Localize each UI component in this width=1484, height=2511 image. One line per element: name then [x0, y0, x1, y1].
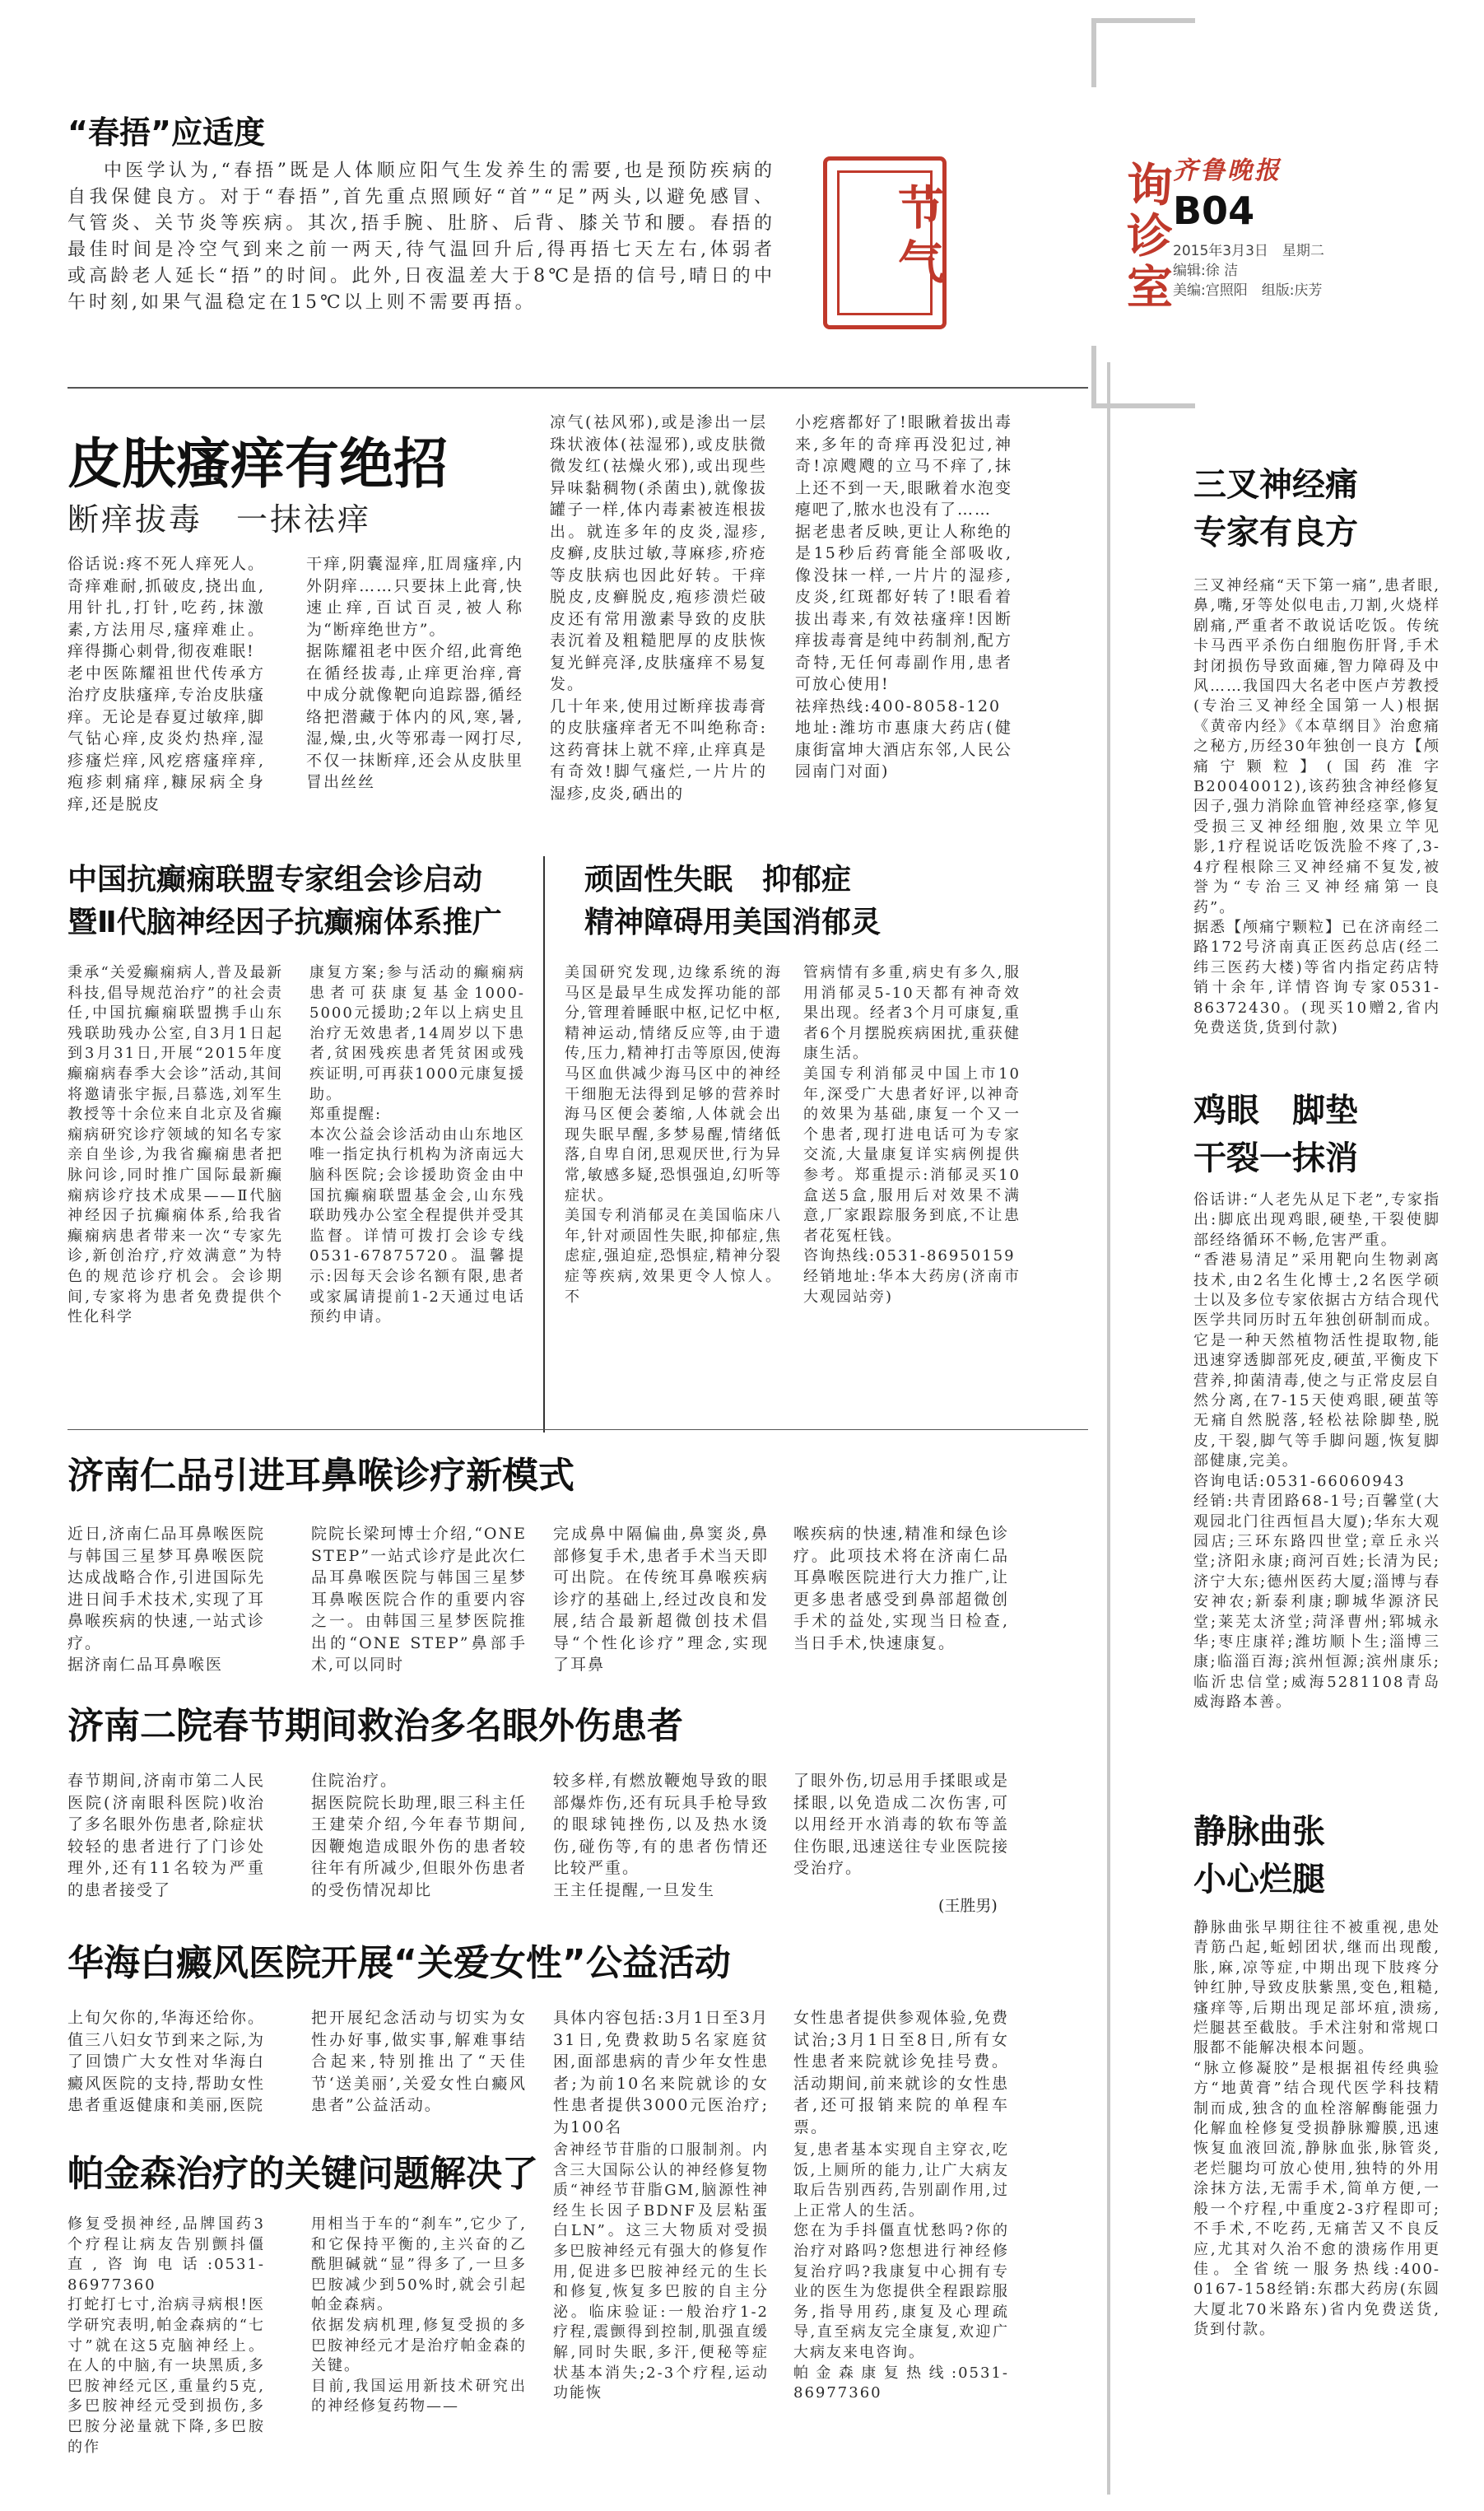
insomnia-col-1: 美国研究发现,边缘系统的海马区是最早生成发挥功能的部分,管理着睡眠中枢,记忆中枢,精神运动,情绪反应等,由于遗传,压力,精神打击等原因,使海马区血供减少海马区中的神经干细胞无法得到足够的营养时海马区便会萎缩,人体就会出现失眠早醒,多梦易醒,情绪低落,自卑自闭,思观厌世,行为异常,敏感多疑,恐惧强迫,幻听等症状。 美国专利消郁灵在美国临床八年,针对顽固性失眠,抑郁症,焦虑症,强迫症,恐惧症,精神分裂症等疾病,效果更令人惊人。不 — [565, 964, 782, 1306]
skin-col-4: 小疙瘩都好了!眼瞅着拔出毒来,多年的奇痒再没犯过,神奇!凉飕飕的立马不痒了,抹上还不到一天,眼瞅着水泡变瘪吧了,脓水也没有了…… 据老患者反映,更让人称绝的是15秒后药膏能全部吸收,像没抹一样,一片片的湿疹,皮炎,红斑都好转了!眼看着拔出毒来,有效祛瘙痒!因断痒拔毒膏是纯中药制剂,配方奇特,无任何毒副作用,患者可放心使用! 祛痒热线:400-8058-120 地址:潍坊市惠康大药店(健康街富坤大酒店东邻,人民公园南门对面) — [795, 413, 1012, 780]
insomnia-title-2: 精神障碍用美国消郁灵 — [584, 906, 882, 939]
masthead-divider — [1107, 362, 1110, 2495]
solar-term-badge — [823, 156, 947, 329]
skin-col-3: 凉气(祛风邪),或是渗出一层珠状液体(祛湿邪),或皮肤微微发红(祛燥火邪),或出现些异味黏稠物(杀菌虫),就像拔罐子一样,体内毒素被连根拔出。就连多年的皮炎,湿疹,皮癣,皮肤过敏,荨麻疹,疥疮等皮肤病也因此好转。干痒脱皮,皮癣脱皮,疱疹溃烂破皮还有常用激素导致的皮肤表沉着及粗糙肥厚的皮肤恢复光鲜亮泽,皮肤瘙痒不易复发。 几十年来,使用过断痒拔毒膏的皮肤瘙痒者无不叫绝称奇:这药膏抹上就不痒,止痒真是有奇效!脚气瘙烂,一片片的湿疹,皮炎,硒出的 — [550, 413, 767, 803]
parkinson-col-3: 舍神经节苷脂的口服制剂。内含三大国际公认的神经修复物质“神经节苷脂GM,脑源性神经生长因子BDNF及层粘蛋白LN”。这三大物质对受损多巴胺神经元有强大的修复作用,促进多巴胺神经元的生长和修复,恢复多巴胺的自主分泌。临床验证:一般治疗1-2疗程,震颤得到控制,肌强直缓解,同时失眠,多汗,便秘等症状基本消失;2-3个疗程,运动功能恢 — [553, 2141, 769, 2402]
skin-subtitle: 断痒拔毒 一抹祛痒 — [67, 501, 372, 538]
eye-title: 济南二院春节期间救治多名眼外伤患者 — [67, 1705, 683, 1747]
eye-col-1: 春节期间,济南市第二人民医院(济南眼科医院)收治了多名眼外伤患者,除症状较轻的患者进行了门诊处理外,还有11名较为严重的患者接受了 — [67, 1772, 265, 1899]
ent-rule — [67, 1429, 1088, 1430]
ent-col-4: 喉疾病的快速,精准和绿色诊疗。此项技术将在济南仁品耳鼻喉医院进行大力推广,让更多患者感受到鼻部超微创手术的益处,实现当日检查,当日手术,快速康复。 — [793, 1525, 1009, 1652]
heel-body: 俗话讲:“人老先从足下老”,专家指出:脚底出现鸡眼,硬垫,干裂使脚部经络循环不畅,危害严重。 “香港易清足”采用靶向生物剥离技术,由2名生化博士,2名医学硕士以及多位专家依据古方结合现代医学共同历时五年独创研制而成。它是一种天然植物活性提取物,能迅速穿透脚部死皮,硬茧,平衡皮下营养,抑菌清毒,使之与正常皮层自然分离,在7-15天使鸡眼,硬茧等无痛自然脱落,轻松祛除脚垫,脱皮,干裂,脚气等手脚问题,恢复脚部健康,完美。 咨询电话:0531-66060943 经销:共青团路68-1号;百馨堂(大观园北门往西恒昌大厦);华东大观园店;三环东路四世堂;章丘永兴堂;济阳永康;商河百姓;长清为民;济宁大东;德州医药大厦;淄博与春安神农;新泰利康;聊城华源济民堂;莱芜太济堂;菏泽曹州;郓城永华;枣庄康祥;潍坊顺卜生;淄博三康;临淄百海;滨州恒源;滨州康乐;临沂忠信堂;威海5281108青岛威海路本善。 — [1193, 1191, 1440, 1712]
ent-col-3: 完成鼻中隔偏曲,鼻窦炎,鼻部修复手术,患者手术当天即可出院。在传统耳鼻喉疾病诊疗的基础上,经过改良和发展,结合最新超微创技术倡导“个性化诊疗”理念,实现了耳鼻 — [553, 1525, 769, 1674]
spring-rule — [67, 387, 1088, 389]
epilepsy-title-2: 暨Ⅱ代脑神经因子抗癫痫体系推广 — [67, 906, 502, 939]
epilepsy-insomnia-divider — [543, 856, 545, 1433]
spring-paragraph: 中医学认为,“春捂”既是人体顺应阳气生发养生的需要,也是预防疾病的自我保健良方。对于“春捂”,首先重点照顾好“首”“足”两头,以避免感冒、气管炎、关节炎等疾病。其次,捂手腕、肚脐、后背、膝关节和腰。春捂的最佳时间是冷空气到来之前一两天,待气温回升后,得再捂七天左右,体弱者或高龄老人延长“捂”的时间。此外,日夜温差大于8℃是捂的信号,晴日的中午时刻,如果气温稳定在15℃以上则不需要再捂。 — [67, 161, 775, 313]
epilepsy-title-1: 中国抗癫痫联盟专家组会诊启动 — [67, 863, 483, 897]
skin-title: 皮肤瘙痒有绝招 — [67, 432, 448, 496]
insomnia-col-2: 管病情有多重,病史有多久,服用消郁灵5-10天都有神奇效果出现。经者3个月可康复,重者6个月摆脱疾病困扰,重获健康生活。 美国专利消郁灵中国上市10年,深受广大患者好评,以神奇的效果为基础,康复一个又一个患者,现打进电话可为专家交流,大量康复详实病例提供参考。郑重提示:消郁灵买10盒送5盒,服用后对效果不满意,厂家跟踪服务到底,不让患者花冤枉钱。 咨询热线:0531-86950159 经销地址:华本大药房(济南市大观园站旁) — [803, 964, 1021, 1306]
eye-col-2: 住院治疗。 据医院院长助理,眼三科主任王建荣介绍,今年春节期间,因鞭炮造成眼外伤的患者较往年有所减少,但眼外伤患者的受伤情况却比 — [311, 1772, 527, 1899]
paper-name: 齐鲁晚报 — [1173, 156, 1282, 185]
varicose-title-2: 小心烂腿 — [1193, 1861, 1325, 1898]
eye-col-3: 较多样,有燃放鞭炮导致的眼部爆炸伤,还有玩具手枪导致的眼球钝挫伤,以及热水烫伤,碰伤等,有的患者伤情还比较严重。 王主任提醒,一旦发生 — [553, 1772, 769, 1899]
spring-title: “春捂”应适度 — [67, 114, 265, 151]
ent-title: 济南仁品引进耳鼻喉诊疗新模式 — [67, 1455, 575, 1497]
heel-title-2: 干裂一抹消 — [1193, 1139, 1358, 1177]
epilepsy-col-1: 秉承“关爱癫痫病人,普及最新科技,倡导规范治疗”的社会责任,中国抗癫痫联盟携手山东残联助残办公室,自3月1日起到3月31日,开展“2015年度癫痫病春季大会诊”活动,其间将邀请张宇振,吕慕选,刘军生教授等十余位来自北京及省癫痫病研究诊疗领域的知名专家亲自坐诊,为我省癫痫患者把脉问诊,同时推广国际最新癫痫病诊疗技术成果——Ⅱ代脑神经因子抗癫痫体系,给我省癫痫病患者带来一次“专家先诊,新创治疗,疗效满意”为特色的规范诊疗机会。会诊期间,专家将为患者免费提供个性化科学 — [67, 964, 283, 1326]
trigeminal-title-2: 专家有良方 — [1193, 514, 1358, 552]
editor-credit: 编辑:徐 洁 — [1173, 263, 1239, 279]
masthead-border-top — [1091, 18, 1195, 87]
trigeminal-body: 三叉神经痛“天下第一痛”,患者眼,鼻,嘴,牙等处似电击,刀割,火烧样剧痛,严重者不敢说话吃饭。传统卡马西平杀伤白细胞伤肝肾,手术封闭损伤导致面瘫,智力障碍及中风……我国四大名老中医卢芳教授(专治三叉神经全国第一人)根据《黄帝内经》《本草纲目》治愈痛之秘方,历经30年独创一良方【颅痛宁颗粒】(国药准字B20040012),该药独含神经修复因子,强力消除血管神经痉挛,修复受损三叉神经细胞,效果立竿见影,1疗程说话吃饭洗脸不疼了,3-4疗程根除三叉神经痛不复发,被誉为“专治三叉神经痛第一良药”。 据悉【颅痛宁颗粒】已在济南经二路172号济南真正医药总店(经二纬三医药大楼)等省内指定药店特销十余年,详情咨询专家0531-86372430。(现买10赠2,省内免费送货,货到付款) — [1193, 577, 1440, 1037]
vitiligo-title: 华海白癜风医院开展“关爱女性”公益活动 — [67, 1942, 731, 1984]
badge-text: 节气 — [891, 184, 945, 292]
heel-title-1: 鸡眼 脚垫 — [1193, 1092, 1358, 1130]
ent-col-2: 院院长梁珂博士介绍,“ONE STEP”一站式诊疗是此次仁品耳鼻喉医院与韩国三星梦耳鼻喉医院合作的重要内容之一。由韩国三星梦医院推出的“ONE STEP”鼻部手术,可以同时 — [311, 1525, 527, 1674]
vitiligo-col-4: 女性患者提供参观体验,免费试治;3月1日至8日,所有女性患者来院就诊免挂号费。活动期间,前来就诊的女性患者,还可报销来院的单程车票。 — [793, 2009, 1009, 2136]
skin-col-1: 俗话说:疼不死人痒死人。奇痒难耐,抓破皮,挠出血,用针扎,打针,吃药,抹激素,方法用尽,瘙痒难止。痒得撕心刺骨,彻夜难眠! 老中医陈耀祖世代传承方治疗皮肤瘙痒,专治皮肤瘙痒。无论是春夏过敏痒,脚气钻心痒,皮炎灼热痒,湿疹瘙烂痒,风疙瘩瘙痒痒,疱疹刺痛痒,糠尿病全身痒,还是脱皮 — [67, 555, 265, 813]
designer-credit: 美编:宫照阳 组版:庆芳 — [1173, 282, 1323, 299]
parkinson-col-1: 修复受损神经,品牌国药3个疗程让病友告别颤抖僵直,咨询电话:0531-86977360 打蛇打七寸,治病寻病根!医学研究表明,帕金森病的“七寸”就在这5克脑神经上。在人的中脑,有一块黑质,多巴胺神经元区,重量约5克,多巴胺神经元受到损伤,多巴胺分泌量就下降,多巴胺的作 — [67, 2215, 265, 2456]
spring-body — [67, 158, 775, 316]
issue-date: 2015年3月3日 星期二 — [1173, 243, 1324, 259]
trigeminal-title-1: 三叉神经痛 — [1193, 466, 1358, 504]
section-name: 询诊室 — [1119, 161, 1173, 314]
eye-col-4: 了眼外伤,切忌用手揉眼或是揉眼,以免造成二次伤害,可以用经开水消毒的软布等盖住伤眼,迅速送往专业医院接受治疗。 — [793, 1772, 1009, 1877]
epilepsy-col-2: 康复方案;参与活动的癫痫病患者可获康复基金1000-5000元援助;2年以上病史且治疗无效患者,14周岁以下患者,贫困残疾患者凭贫困或残疾证明,可再获1000元康复援助。 郑重提醒: 本次公益会诊活动由山东地区唯一指定执行机构为济南远大脑科医院;会诊援助资金由中国抗癫痫联盟基金会,山东残联助残办公室全程提供并受其监督。详情可拨打会诊专线0531-67875720。温馨提示:因每天会诊名额有限,患者或家属请提前1-2天通过电话预约申请。 — [309, 964, 525, 1326]
vitiligo-col-1: 上旬欠你的,华海还给你。值三八妇女节到来之际,为了回馈广大女性对华海白癜风医院的支持,帮助女性患者重返健康和美丽,医院 — [67, 2009, 265, 2114]
varicose-body: 静脉曲张早期往往不被重视,患处青筋凸起,蚯蚓团状,继而出现酸,胀,麻,凉等症,中期出现下肢疼分钟红肿,导致皮肤紫黑,变色,粗糙,瘙痒等,后期出现足部坏疽,溃疡,烂腿甚至截肢。手术注射和常规口服都不能解决根本问题。 “脉立修凝胶”是根据祖传经典验方“地黄膏”结合现代医学科技精制而成,独含的血栓溶解酶能强力化解血栓修复受损静脉瓣膜,迅速恢复血液回流,静脉血张,脉管炎,老烂腿均可放心使用,独特的外用涂抹方法,无需手术,简单方便,一般一个疗程,中重度2-3疗程即可;不手术,不吃药,无痛苦又不良反应,尤其对久治不愈的溃疡作用更佳。全省统一服务热线:400-0167-158经销:东郡大药房(东圆大厦北70米路东)省内免费送货,货到付款。 — [1193, 1919, 1440, 2339]
vitiligo-col-2: 把开展纪念活动与切实为女性办好事,做实事,解难事结合起来,特别推出了“天佳节‘送美丽’,关爱女性白癜风患者”公益活动。 — [311, 2009, 527, 2114]
parkinson-col-4: 复,患者基本实现自主穿衣,吃饭,上厕所的能力,让广大病友取后告别西药,告别副作用,过上正常人的生活。 您在为手抖僵直忧愁吗?你的治疗对路吗?您想进行神经修复治疗吗?我康复中心拥有专业的医生为您提供全程跟踪服务,指导用药,康复及心理疏导,直至病友完全康复,欢迎广大病友来电咨询。 帕金森康复热线:0531-86977360 — [793, 2141, 1009, 2402]
page-code: B04 — [1173, 189, 1255, 233]
parkinson-col-2: 用相当于车的“刹车”,它少了,和它保持平衡的,主兴奋的乙酰胆碱就“显”得多了,一旦多巴胺减少到50%时,就会引起帕金森病。 依据发病机理,修复受损的多巴胺神经元才是治疗帕金森的关键。 目前,我国运用新技术研究出的神经修复药物—— — [311, 2215, 527, 2415]
skin-col-2: 干痒,阴囊湿痒,肛周瘙痒,内外阴痒……只要抹上此膏,快速止痒,百试百灵,被人称为“断痒绝世方”。 据陈耀祖老中医介绍,此膏绝在循经拔毒,止痒更治痒,膏中成分就像靶向追踪器,循经络把潜藏于体内的风,寒,暑,湿,燥,虫,火等邪毒一网打尽,不仅一抹断痒,还会从皮肤里冒出丝丝 — [306, 555, 523, 791]
vitiligo-col-3: 具体内容包括:3月1日至3月31日,免费救助5名家庭贫困,面部患病的青少年女性患者;为前10名来院就诊的女性患者提供3000元医治疗;为100名 — [553, 2009, 769, 2136]
parkinson-title: 帕金森治疗的关键问题解决了 — [67, 2153, 538, 2195]
ent-col-1: 近日,济南仁品耳鼻喉医院与韩国三星梦耳鼻喉医院达成战略合作,引进国际先进日间手术技术,实现了耳鼻喉疾病的快速,一站式诊疗。 据济南仁品耳鼻喉医 — [67, 1525, 265, 1674]
eye-byline: (王胜男) — [938, 1897, 998, 1915]
varicose-title-1: 静脉曲张 — [1193, 1813, 1325, 1851]
insomnia-title-1: 顽固性失眠 抑郁症 — [584, 863, 852, 897]
